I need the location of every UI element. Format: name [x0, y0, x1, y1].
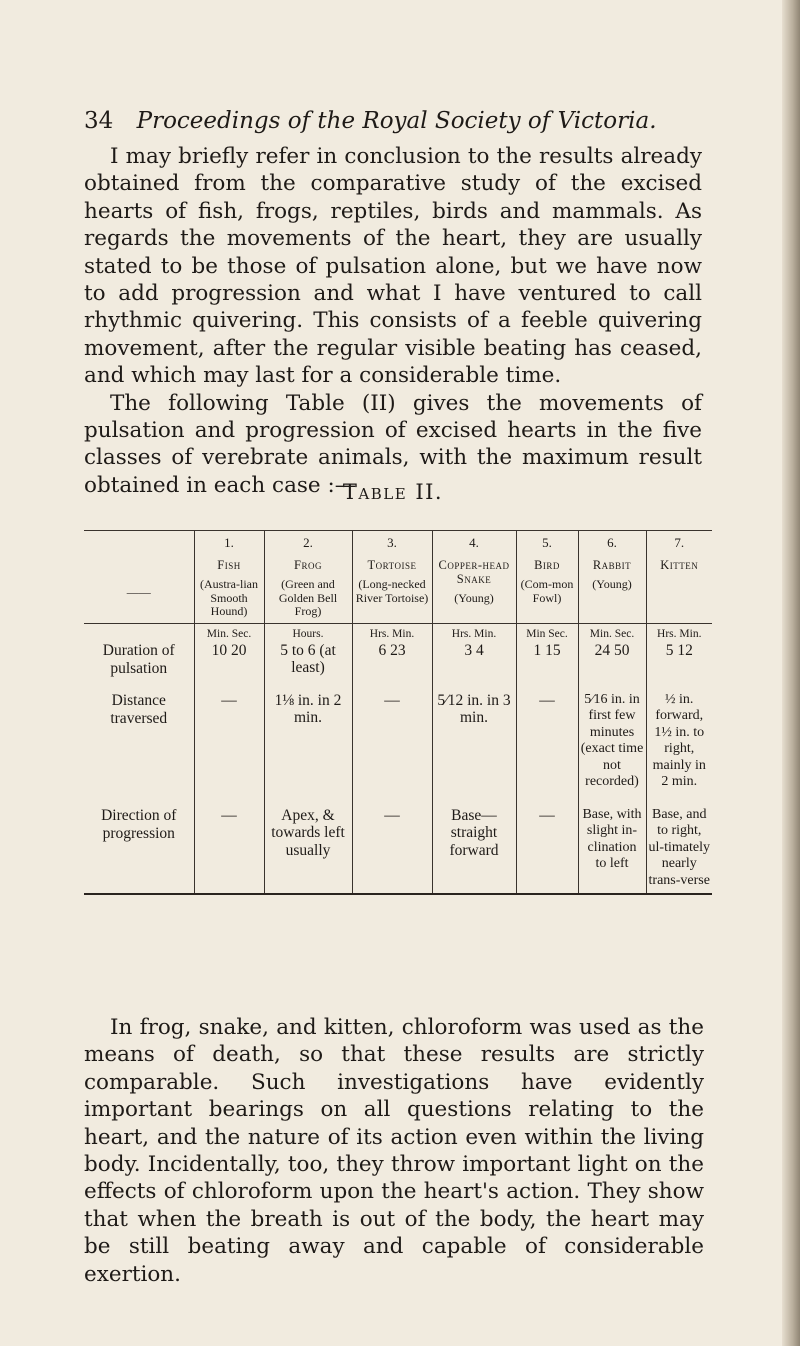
paragraph: The following Table (II) gives the movements of pulsation and progression of excised hearts in the five classes of verebrate animals, with the maximum result obtained in each case :—	[84, 390, 702, 498]
table-cell: —	[194, 692, 264, 807]
column-header: 6. Rabbit (Young)	[578, 530, 646, 623]
table-cell: Apex, & towards left usually	[264, 807, 352, 895]
units-row	[84, 623, 712, 642]
table-title: Table II.	[342, 480, 444, 504]
table-cell: 3 4	[432, 642, 516, 692]
row-label: Direction of progression	[84, 807, 194, 895]
table-cell: Base— straight forward	[432, 807, 516, 895]
table-cell: —	[516, 807, 578, 895]
table-cell: —	[352, 692, 432, 807]
book-spine-shadow	[782, 0, 800, 1346]
unit-cell: Hrs. Min.	[432, 623, 516, 642]
table-cell: Base, and to right, ul-timately nearly trans-verse	[646, 807, 712, 895]
unit-cell: Min. Sec.	[194, 623, 264, 642]
table-cell: 5⁄12 in. in 3 min.	[432, 692, 516, 807]
paragraph: I may briefly refer in conclusion to the results already obtained from the comparative study of the excised hearts of fish, frogs, reptiles, birds and mammals. As regards the movements of the heart, they are usually stated to be those of pulsation alone, but we have now to add progression and what I have ventured to call rhythmic quivering. This consists of a feeble quivering movement, after the regular visible beating has ceased, and which may last for a considerable time.	[84, 144, 702, 389]
table-top-rule	[84, 530, 712, 531]
table-cell: 5⁄16 in. in first few minutes (exact time not recorded)	[578, 692, 646, 807]
column-header: 3. Tortoise (Long-necked River Tortoise)	[352, 530, 432, 623]
page-number: 34	[84, 108, 114, 134]
running-title: Proceedings of the Royal Society of Victoria.	[136, 108, 657, 134]
table-header-row	[84, 530, 712, 623]
table-cell: 24 50	[578, 642, 646, 692]
unit-cell: Hrs. Min.	[352, 623, 432, 642]
table-row-distance	[84, 692, 712, 807]
table-cell: 10 20	[194, 642, 264, 692]
paragraph: In frog, snake, and kitten, chloroform was used as the means of death, so that these results are strictly comparable. Such investigations have evidently important bearings on all questions relating to the heart, and the nature of its action even within the living body. Incidentally, too, they throw important light on the effects of chloroform upon the heart's action. They show that when the breath is out of the body, the heart may be still beating away and capable of considerable exertion.	[84, 1015, 704, 1287]
table-row-direction	[84, 807, 712, 895]
table-cell: ½ in. forward, 1½ in. to right, mainly in 2 min.	[646, 692, 712, 807]
unit-cell: Hours.	[264, 623, 352, 642]
table-corner: ——	[84, 530, 194, 623]
closing-text	[84, 1014, 704, 1288]
column-header: 2. Frog (Green and Golden Bell Frog)	[264, 530, 352, 623]
table-cell: Base, with slight in-clination to left	[578, 807, 646, 895]
table-cell	[84, 623, 194, 642]
column-header: 4. Copper-head Snake (Young)	[432, 530, 516, 623]
table-row-duration	[84, 642, 712, 692]
unit-cell: Hrs. Min.	[646, 623, 712, 642]
column-header: 1. Fish (Austra-lian Smooth Hound)	[194, 530, 264, 623]
table-cell: —	[352, 807, 432, 895]
column-header: 7. Kitten	[646, 530, 712, 623]
running-header	[84, 108, 724, 134]
table-ii	[84, 530, 712, 895]
table-cell: 1⅛ in. in 2 min.	[264, 692, 352, 807]
row-label: Duration of pulsation	[102, 641, 175, 677]
table-cell: 1 15	[516, 642, 578, 692]
table-cell: 6 23	[352, 642, 432, 692]
table-cell: —	[516, 692, 578, 807]
column-header: 5. Bird (Com-mon Fowl)	[516, 530, 578, 623]
intro-text	[84, 143, 702, 499]
table-cell: —	[194, 807, 264, 895]
unit-cell: Min Sec.	[516, 623, 578, 642]
unit-cell: Min. Sec.	[578, 623, 646, 642]
table-cell: 5 12	[646, 642, 712, 692]
table-cell: 5 to 6 (at least)	[264, 642, 352, 692]
row-label: Distance traversed	[110, 691, 168, 727]
